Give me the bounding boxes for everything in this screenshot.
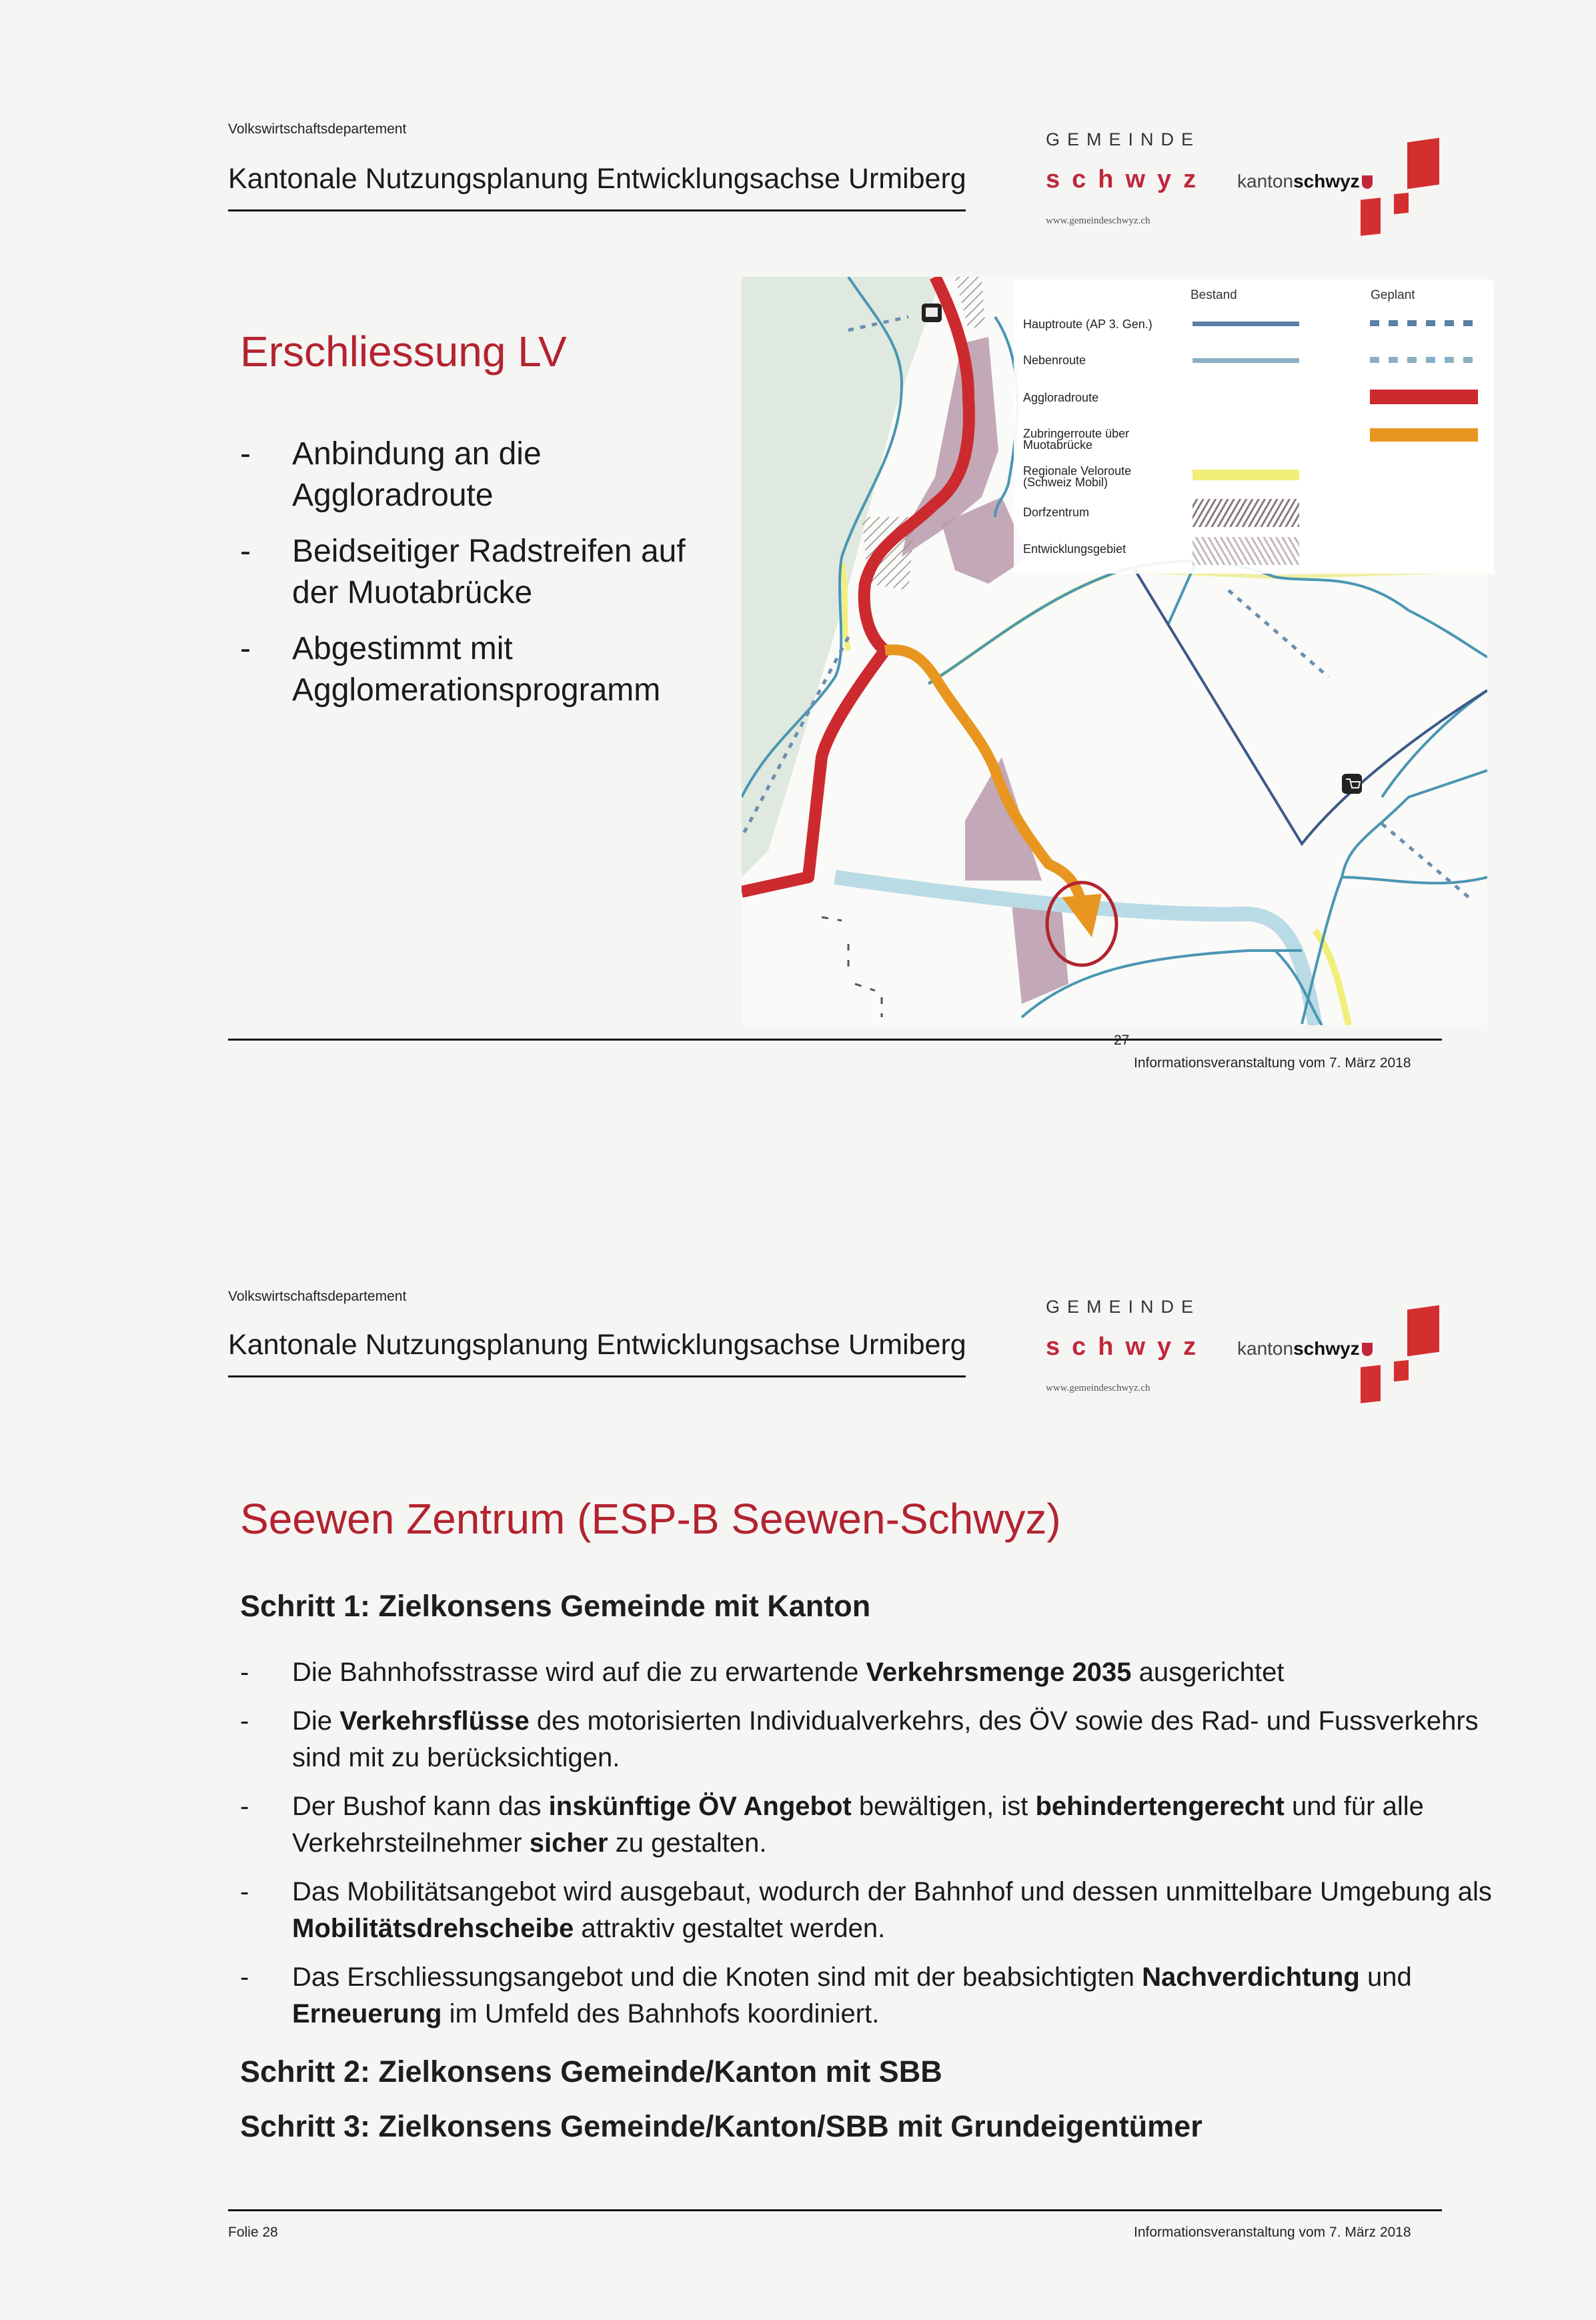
legend-swatch-veloroute-existing bbox=[1192, 470, 1299, 480]
step-3-heading: Schritt 3: Zielkonsens Gemeinde/Kanton/SBB mit Grundeigentümer bbox=[240, 2109, 1203, 2143]
bullet-list bbox=[240, 1654, 1501, 2045]
legend-swatch-zubringerroute-planned bbox=[1370, 428, 1478, 442]
emphasis-text: sicher bbox=[529, 1828, 608, 1858]
shopping-cart-icon bbox=[1342, 774, 1362, 794]
legend-label: Nebenroute bbox=[1023, 354, 1086, 367]
emphasis-text: Erneuerung bbox=[292, 1999, 442, 2028]
logo-gemeinde-name: schwyz bbox=[1046, 1333, 1209, 1361]
bullet-item bbox=[240, 1874, 1501, 1947]
header-divider bbox=[228, 209, 966, 211]
legend-label: Entwicklungsgebiet bbox=[1023, 542, 1126, 556]
bullet-marker: - bbox=[240, 1962, 249, 1992]
bullet-text: attraktiv gestaltet werden. bbox=[574, 1914, 886, 1943]
header-title: Kantonale Nutzungsplanung Entwicklungsachse Urmiberg bbox=[228, 163, 966, 195]
bullet-item bbox=[240, 1703, 1501, 1776]
emphasis-text: inskünftige ÖV Angebot bbox=[548, 1792, 852, 1821]
bullet-marker: - bbox=[240, 1792, 249, 1821]
bullet-text: des motorisierten Individualverkehrs, des ÖV sowie des Rad- und Fussverkehrs sind mit zu berücksichtigen. bbox=[292, 1706, 1479, 1772]
development-area bbox=[965, 757, 1042, 881]
header-title: Kantonale Nutzungsplanung Entwicklungsachse Urmiberg bbox=[228, 1329, 966, 1361]
legend-label: Hauptroute (AP 3. Gen.) bbox=[1023, 318, 1152, 331]
bullet-item bbox=[240, 1654, 1501, 1691]
bullet-item: - Beidseitiger Radstreifen auf der Muotabrücke bbox=[240, 534, 686, 610]
emphasis-text: Verkehrsflüsse bbox=[339, 1706, 530, 1736]
logo-gemeinde-url: www.gemeindeschwyz.ch bbox=[1046, 215, 1150, 226]
bullet-text: und bbox=[1359, 1962, 1412, 1992]
slide-27 bbox=[0, 0, 1596, 1121]
bullet-list bbox=[240, 434, 686, 711]
step-1-heading: Schritt 1: Zielkonsens Gemeinde mit Kanton bbox=[240, 1589, 871, 1623]
logo-kanton-name: schwyz bbox=[1293, 171, 1360, 191]
slide-title: Erschliessung LV bbox=[240, 328, 567, 376]
logo-gemeinde-label: GEMEINDE bbox=[1046, 1297, 1201, 1317]
department-label: Volkswirtschaftsdepartement bbox=[228, 1289, 407, 1304]
bullet-text: und für alle Verkehrsteilnehmer bbox=[292, 1792, 1424, 1858]
legend-header-planned: Geplant bbox=[1371, 288, 1415, 302]
legend-label: Dorfzentrum bbox=[1023, 506, 1090, 519]
legend-swatch-hauptroute-planned bbox=[1370, 320, 1477, 326]
feeder-arrow-head bbox=[1062, 894, 1102, 937]
bullet-text: Das Erschliessungsangebot und die Knoten sind mit der beabsichtigten bbox=[292, 1962, 1142, 1992]
emphasis-text: Nachverdichtung bbox=[1142, 1962, 1360, 1992]
bullet-item: - Anbindung an die Aggloradroute bbox=[240, 436, 542, 513]
main-route bbox=[1135, 570, 1487, 844]
bullet-text: Die bbox=[292, 1706, 340, 1736]
logo-gemeinde-url: www.gemeindeschwyz.ch bbox=[1046, 1383, 1150, 1393]
bullet-marker: - bbox=[240, 1658, 249, 1687]
train-station-icon bbox=[922, 304, 942, 322]
planned-boundary bbox=[822, 917, 882, 1017]
legend-swatch-dorfzentrum bbox=[1192, 499, 1299, 527]
legend-label: Zubringerroute über Muotabrücke bbox=[1023, 427, 1130, 452]
header-divider bbox=[228, 1375, 966, 1377]
department-label: Volkswirtschaftsdepartement bbox=[228, 121, 407, 137]
slide-number: Folie 28 bbox=[228, 2225, 278, 2240]
emphasis-text: behindertengerecht bbox=[1035, 1792, 1285, 1821]
logo-gemeinde-label: GEMEINDE bbox=[1046, 129, 1201, 149]
kanton-mark-icon bbox=[1354, 133, 1447, 240]
slide-28 bbox=[0, 1254, 1596, 2320]
logo-gemeinde-name: schwyz bbox=[1046, 165, 1209, 193]
kanton-schwyz-logo bbox=[1237, 171, 1373, 192]
legend-swatch-nebenroute-existing bbox=[1192, 358, 1299, 363]
bullet-text: bewältigen, ist bbox=[851, 1792, 1036, 1821]
bullet-text: im Umfeld des Bahnhofs koordiniert. bbox=[442, 1999, 880, 2028]
bullet-text: Das Mobilitätsangebot wird ausgebaut, wodurch der Bahnhof und dessen unmittelbare Umgebung als bbox=[292, 1877, 1492, 1906]
logo-kanton-name: schwyz bbox=[1293, 1338, 1360, 1359]
page-number: 27 bbox=[1114, 1033, 1130, 1048]
bullet-marker: - bbox=[240, 1706, 249, 1736]
footer-event: Informationsveranstaltung vom 7. März 2018 bbox=[1134, 1055, 1411, 1071]
emphasis-text: Mobilitätsdrehscheibe bbox=[292, 1914, 574, 1943]
legend-swatch-hauptroute-existing bbox=[1192, 322, 1299, 326]
bullet-text: ausgerichtet bbox=[1131, 1658, 1285, 1687]
kanton-mark-icon bbox=[1354, 1301, 1447, 1407]
legend-swatch-aggloradroute-planned bbox=[1370, 390, 1478, 404]
logo-kanton-prefix: kanton bbox=[1237, 1338, 1294, 1359]
bullet-text: Der Bushof kann das bbox=[292, 1792, 549, 1821]
footer-divider bbox=[228, 1039, 1442, 1041]
logo-kanton-prefix: kanton bbox=[1237, 171, 1294, 191]
map-legend bbox=[1014, 280, 1494, 574]
slide-title: Seewen Zentrum (ESP-B Seewen-Schwyz) bbox=[240, 1495, 1061, 1543]
legend-header-existing: Bestand bbox=[1190, 288, 1237, 302]
footer-divider bbox=[228, 2209, 1442, 2211]
bullet-item bbox=[240, 1959, 1501, 2033]
legend-swatch-entwicklungsgebiet bbox=[1192, 537, 1299, 565]
bullet-marker: - bbox=[240, 1877, 249, 1906]
step-2-heading: Schritt 2: Zielkonsens Gemeinde/Kanton mit SBB bbox=[240, 2055, 942, 2089]
bullet-text: Die Bahnhofsstrasse wird auf die zu erwartende bbox=[292, 1658, 866, 1687]
legend-swatch-nebenroute-planned bbox=[1370, 357, 1477, 363]
legend-label: Regionale Veloroute (Schweiz Mobil) bbox=[1023, 464, 1132, 489]
bullet-text: zu gestalten. bbox=[608, 1828, 767, 1858]
footer-event: Informationsveranstaltung vom 7. März 2018 bbox=[1134, 2225, 1411, 2240]
legend-label: Aggloradroute bbox=[1023, 391, 1099, 404]
kanton-schwyz-logo bbox=[1237, 1338, 1373, 1359]
bullet-item: - Abgestimmt mit Agglomerationsprogramm bbox=[240, 631, 661, 708]
bullet-item bbox=[240, 1788, 1501, 1862]
emphasis-text: Verkehrsmenge 2035 bbox=[866, 1658, 1132, 1687]
